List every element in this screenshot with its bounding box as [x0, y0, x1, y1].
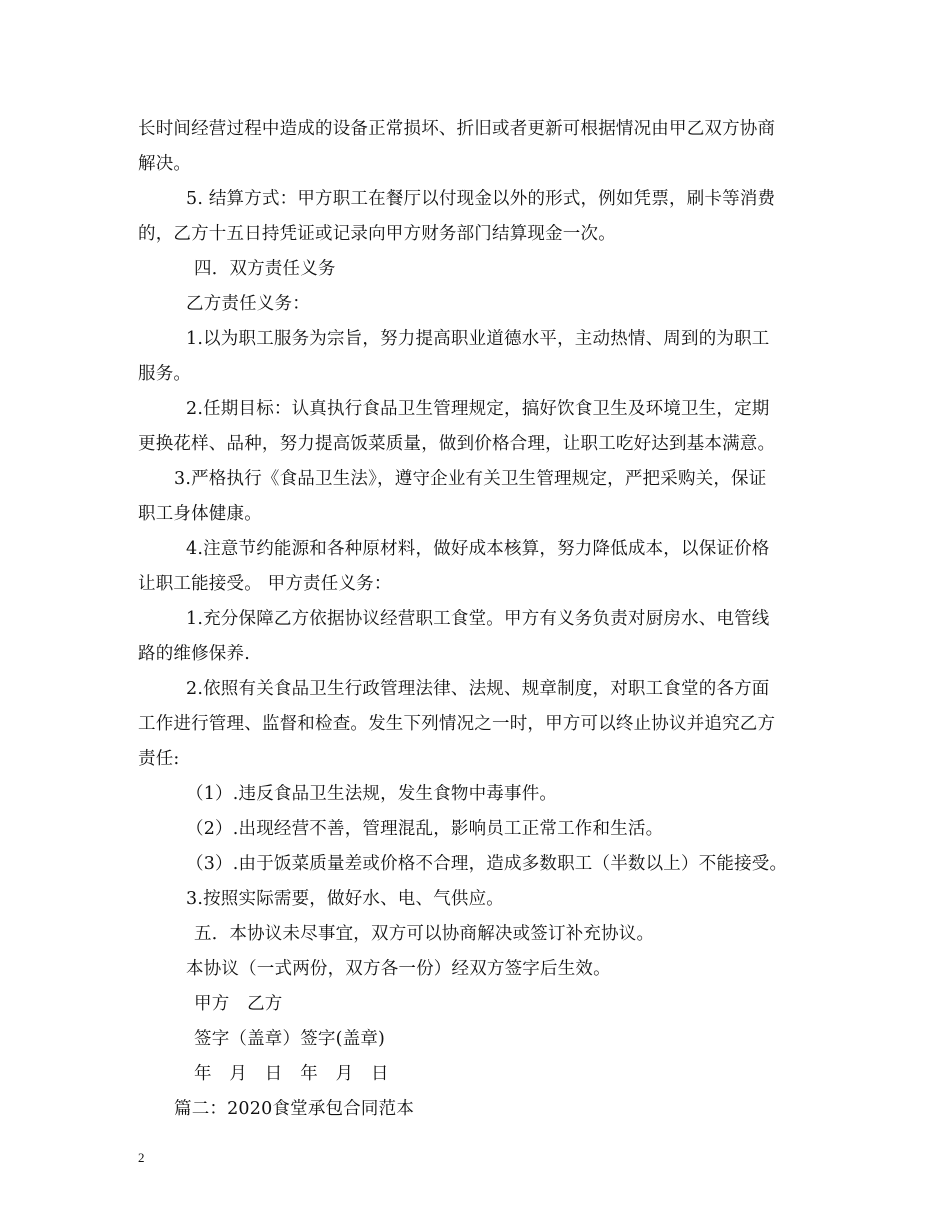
- page-number: 2: [138, 1150, 145, 1165]
- text-line: 4.注意节约能源和各种原材料，做好成本核算，努力降低成本，以保证价格: [186, 539, 770, 559]
- text-line: 让职工能接受。 甲方责任义务：: [138, 574, 392, 594]
- text-line: 1.以为职工服务为宗旨，努力提高职业道德水平，主动热情、周到的为职工: [186, 329, 770, 349]
- text-line: 职工身体健康。: [138, 504, 262, 524]
- chapter-heading: 篇二：2020食堂承包合同范本: [174, 1099, 415, 1119]
- signature-line: 签字（盖章）签字(盖章): [194, 1029, 386, 1049]
- text-line: 1.充分保障乙方依据协议经营职工食堂。甲方有义务负责对厨房水、电管线: [186, 609, 770, 629]
- section-heading: 四．双方责任义务: [194, 259, 336, 279]
- text-line: 2.依照有关食品卫生行政管理法律、法规、规章制度，对职工食堂的各方面: [186, 679, 770, 699]
- text-line: 工作进行管理、监督和检查。发生下列情况之一时，甲方可以终止协议并追究乙方: [138, 714, 776, 734]
- text-line: 2.任期目标：认真执行食品卫生管理规定，搞好饮食卫生及环境卫生，定期: [186, 399, 770, 419]
- text-line: 解决。: [138, 154, 192, 174]
- date-line: 年 月 日 年 月 日: [194, 1064, 389, 1084]
- signature-parties: 甲方 乙方: [194, 994, 283, 1014]
- list-item: （3）.由于饭菜质量差或价格不合理，造成多数职工（半数以上）不能接受。: [186, 854, 788, 874]
- text-line: 的，乙方十五日持凭证或记录向甲方财务部门结算现金一次。: [138, 224, 616, 244]
- text-line: 5. 结算方式：甲方职工在餐厅以付现金以外的形式，例如凭票，刷卡等消费: [186, 189, 776, 209]
- subsection-heading: 乙方责任义务：: [186, 294, 310, 314]
- text-line: 更换花样、品种，努力提高饭菜质量，做到价格合理，让职工吃好达到基本满意。: [138, 434, 776, 454]
- text-line: 服务。: [138, 364, 192, 384]
- text-line: 3.按照实际需要，做好水、电、气供应。: [186, 889, 504, 909]
- text-line: 责任:: [138, 749, 180, 769]
- text-line: 长时间经营过程中造成的设备正常损坏、折旧或者更新可根据情况由甲乙双方协商: [138, 119, 776, 139]
- list-item: （2）.出现经营不善，管理混乱，影响员工正常工作和生活。: [186, 819, 664, 839]
- section-heading: 五．本协议未尽事宜，双方可以协商解决或签订补充协议。: [194, 924, 655, 944]
- list-item: （1）.违反食品卫生法规，发生食物中毒事件。: [186, 784, 558, 804]
- text-line: 本协议（一式两份，双方各一份）经双方签字后生效。: [186, 959, 611, 979]
- text-line: 3.严格执行《食品卫生法》，遵守企业有关卫生管理规定，严把采购关，保证: [174, 469, 767, 489]
- text-line: 路的维修保养.: [138, 644, 250, 664]
